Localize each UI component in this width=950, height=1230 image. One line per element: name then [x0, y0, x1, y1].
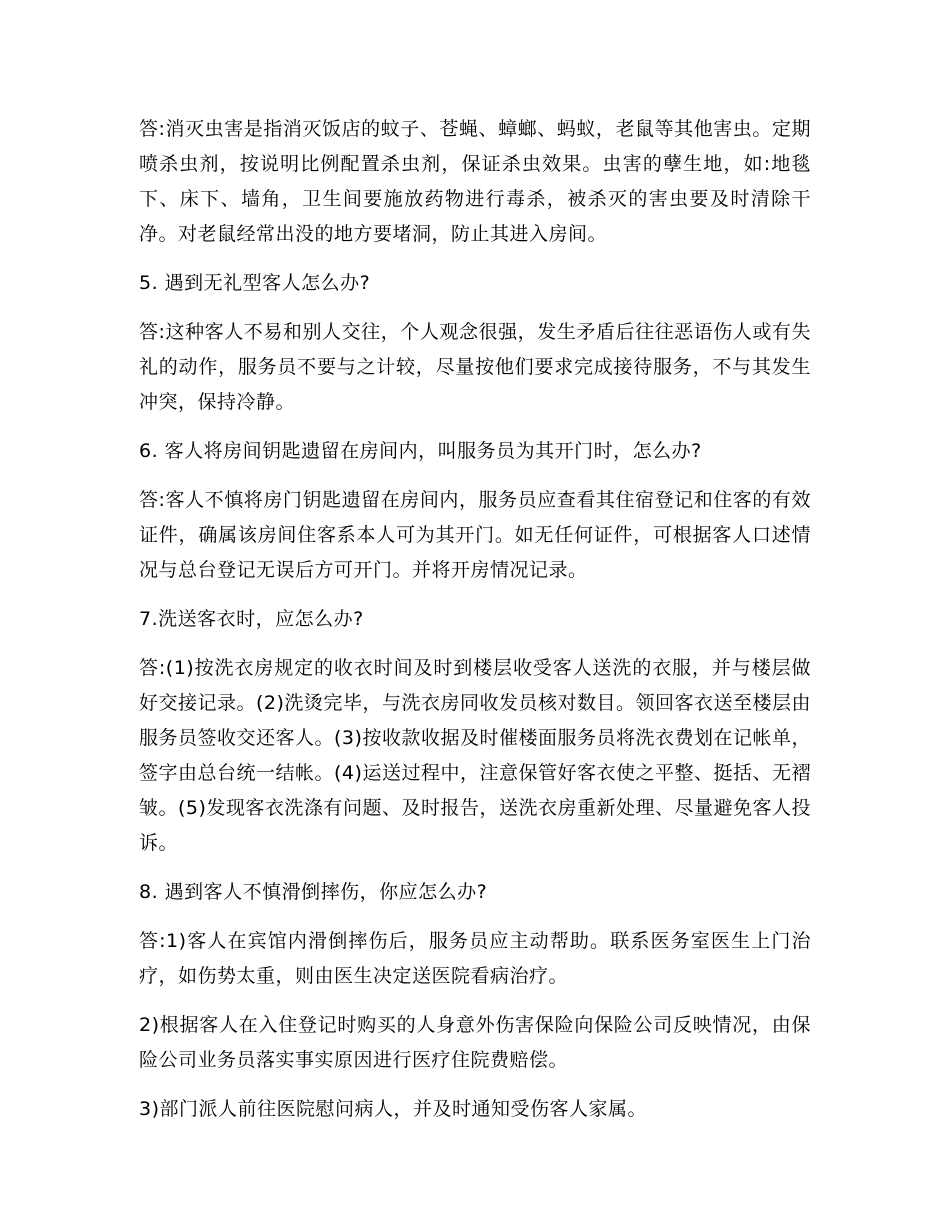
- question-6-key-left-in-room: 6. 客人将房间钥匙遗留在房间内，叫服务员为其开门时，怎么办?: [139, 440, 702, 462]
- question-5-rude-guest: 5. 遇到无礼型客人怎么办?: [139, 272, 371, 294]
- answer-8-step-3: 3)部门派人前往医院慰问病人，并及时通知受伤客人家属。: [139, 1098, 648, 1120]
- answer-8-step-2: 2)根据客人在入住登记时购买的人身意外伤害保险向保险公司反映情况，由保险公司业务员落实事实原因进行医疗住院费赔偿。: [139, 1014, 811, 1071]
- answer-5: 答:这种客人不易和别人交往，个人观念很强，发生矛盾后往往恶语伤人或有失礼的动作，服务员不要与之计较，尽量按他们要求完成接待服务，不与其发生冲突，保持冷静。: [139, 321, 811, 413]
- answer-6: 答:客人不慎将房门钥匙遗留在房间内，服务员应查看其住宿登记和住客的有效证件，确属该房间住客系本人可为其开门。如无任何证件，可根据客人口述情况与总台登记无误后方可开门。并将开房情况记录。: [139, 489, 811, 581]
- answer-pest-control: 答:消灭虫害是指消灭饭店的蚊子、苍蝇、蟑螂、蚂蚁，老鼠等其他害虫。定期喷杀虫剂，按说明比例配置杀虫剂，保证杀虫效果。虫害的孽生地，如:地毯下、床下、墙角，卫生间要施放药物进行毒杀，被杀灭的害虫要及时清除干净。对老鼠经常出没的地方要堵洞，防止其进入房间。: [139, 118, 811, 245]
- question-8-guest-injury: 8. 遇到客人不慎滑倒摔伤，你应怎么办?: [139, 881, 488, 903]
- answer-7: 答:(1)按洗衣房规定的收衣时间及时到楼层收受客人送洗的衣服，并与楼层做好交接记录。(2)洗烫完毕，与洗衣房同收发员核对数目。领回客衣送至楼层由服务员签收交还客人。(3)按收款收据及时催楼面服务员将洗衣费划在记帐单，签字由总台统一结帐。(4)运送过程中，注意保管好客衣使之平整、挺括、无褶皱。(5)发现客衣洗涤有问题、及时报告，送洗衣房重新处理、尽量避免客人投诉。: [139, 657, 811, 854]
- document-body: [139, 112, 811, 1141]
- answer-8-step-1: 答:1)客人在宾馆内滑倒摔伤后，服务员应主动帮助。联系医务室医生上门治疗，如伤势太重，则由医生决定送医院看病治疗。: [139, 930, 811, 987]
- question-7-laundry: 7.洗送客衣时，应怎么办?: [139, 608, 364, 630]
